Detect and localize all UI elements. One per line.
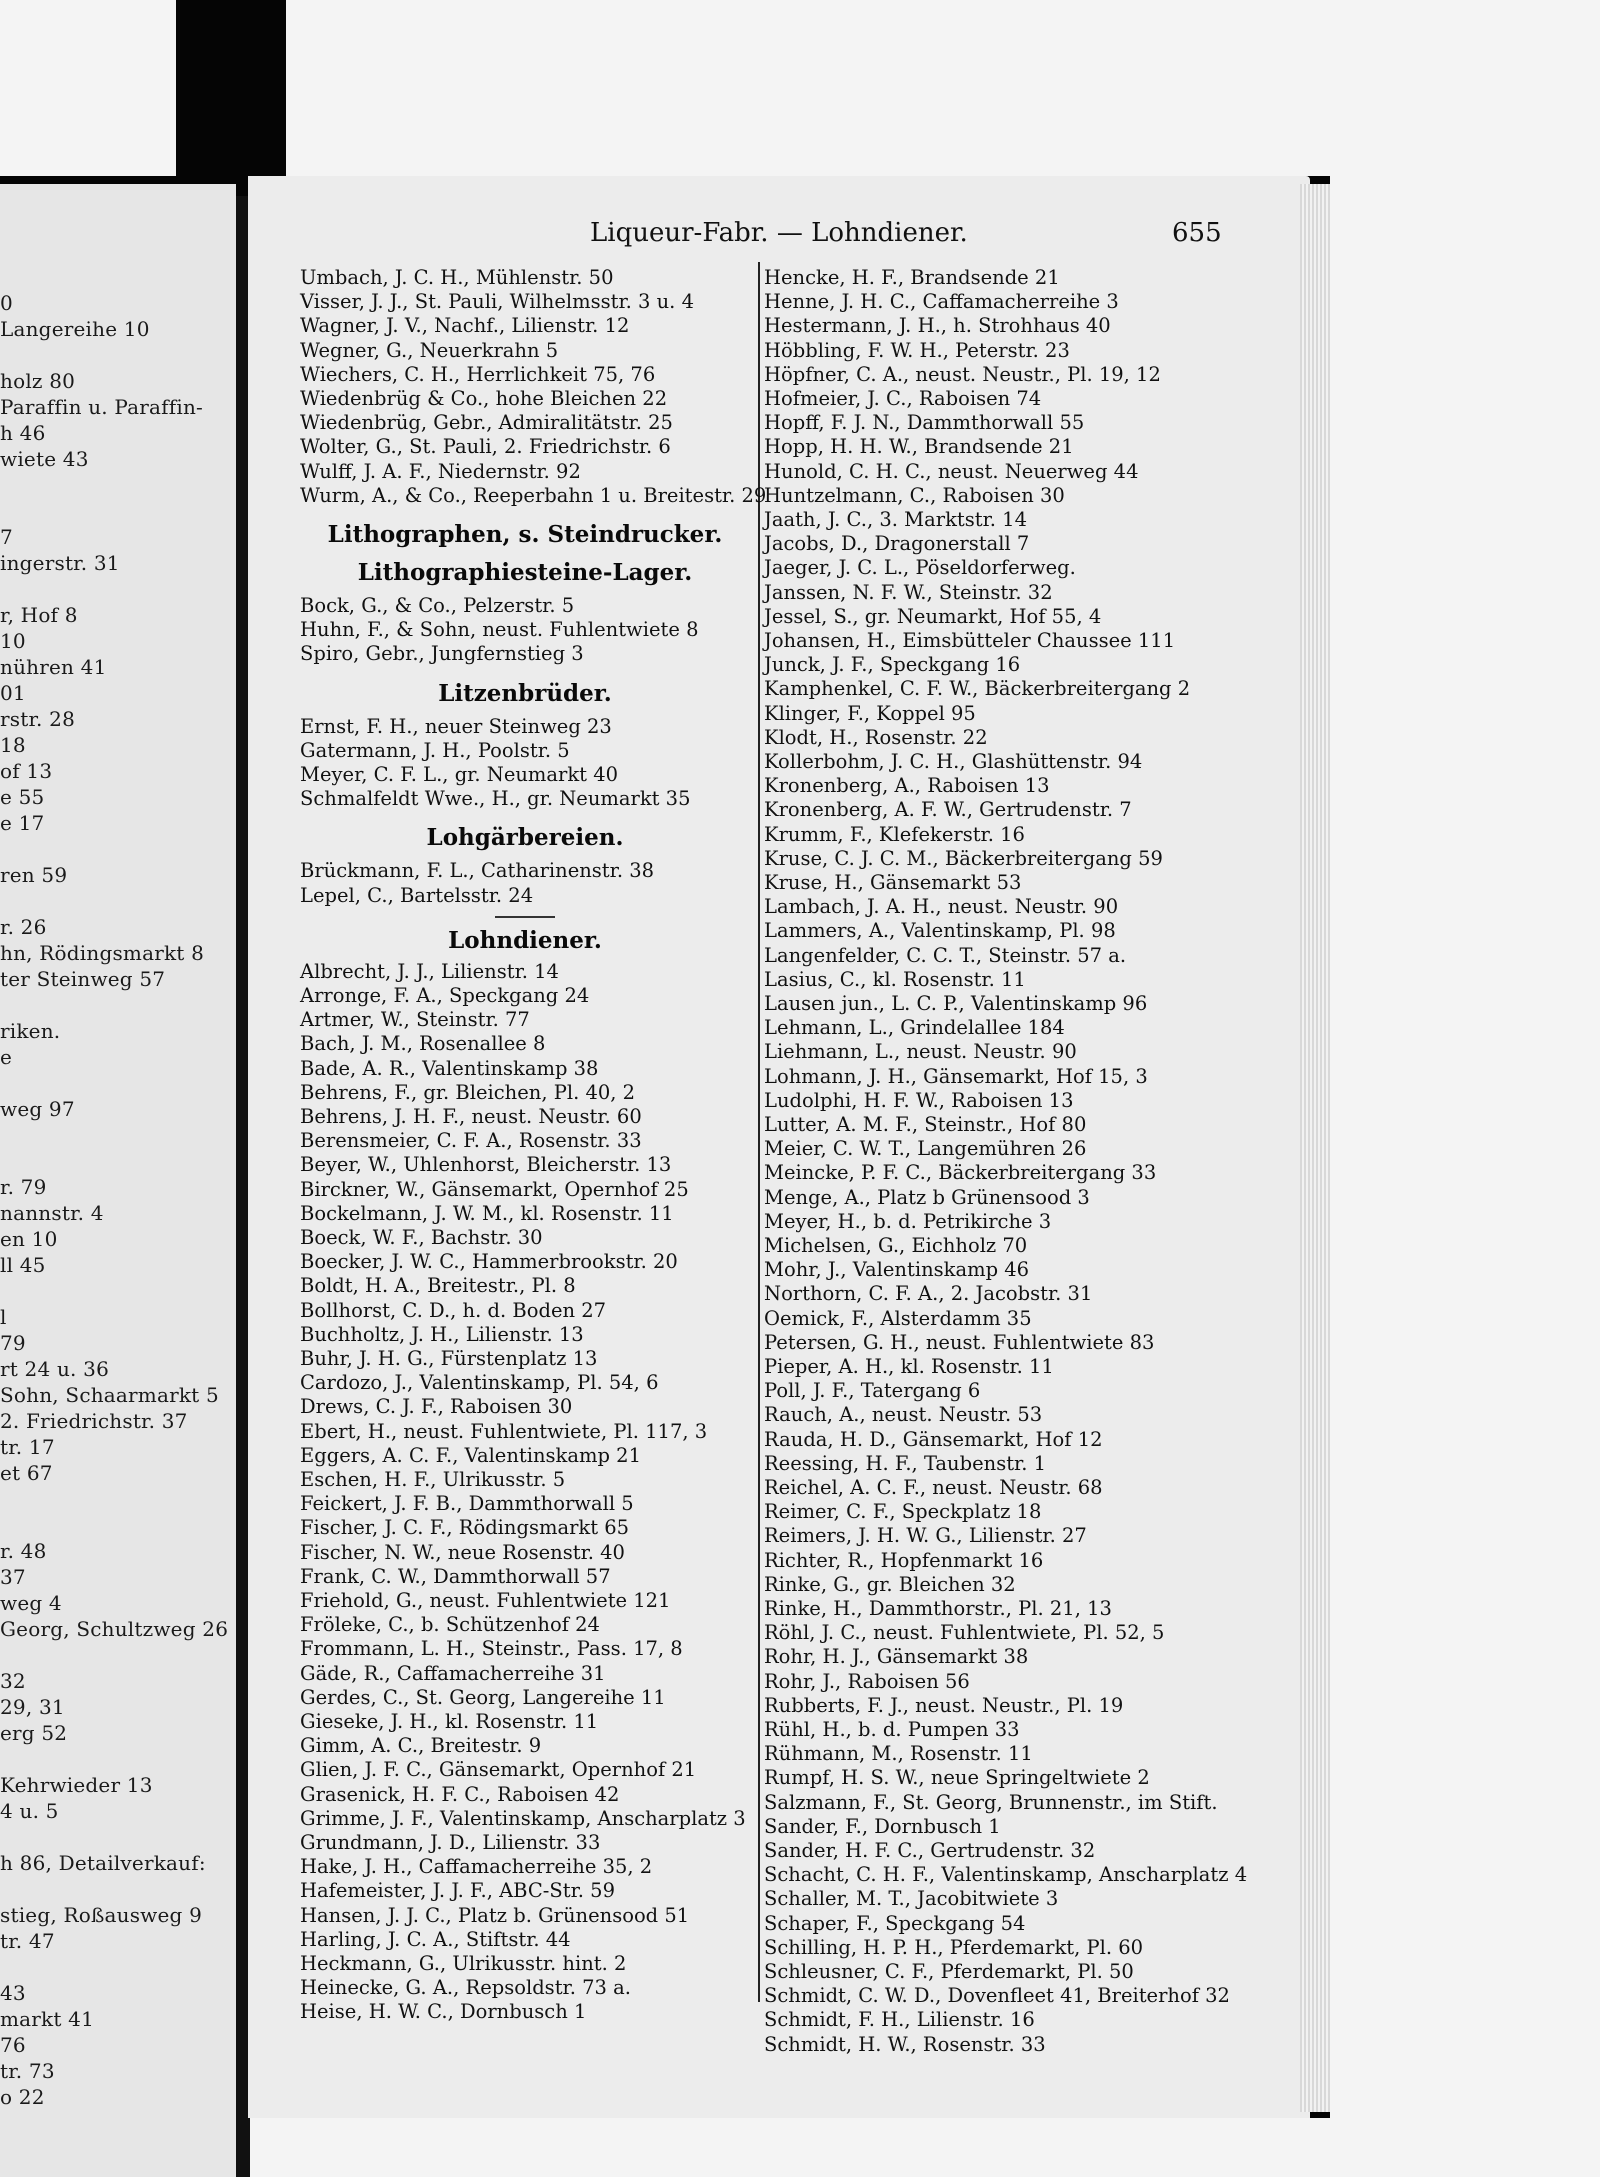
directory-entry: Schilling, H. P. H., Pferdemarkt, Pl. 60 [764,1935,1144,1959]
directory-entry: Reimer, C. F., Speckplatz 18 [764,1500,1042,1524]
directory-entry: Feickert, J. F. B., Dammthorwall 5 [300,1492,634,1516]
directory-entry: Bock, G., & Co., Pelzerstr. 5 [300,594,575,617]
left-page-line: 37 [0,1565,26,1589]
directory-entry: Schmidt, F. H., Lilienstr. 16 [764,2008,1035,2032]
directory-entry: Behrens, F., gr. Bleichen, Pl. 40, 2 [300,1080,636,1104]
left-page-line: Paraffin u. Paraffin- [0,395,204,419]
left-page-line: 10 [0,629,26,653]
left-page-line: en 10 [0,1227,58,1251]
left-page-line: ren 59 [0,863,68,887]
left-page-line: r. 48 [0,1539,47,1563]
directory-entry: Wagner, J. V., Nachf., Lilienstr. 12 [300,314,630,338]
directory-entry: Klodt, H., Rosenstr. 22 [764,725,988,749]
directory-entry: Fischer, N. W., neue Rosenstr. 40 [300,1540,625,1564]
directory-entry: Rubberts, F. J., neust. Neustr., Pl. 19 [764,1693,1124,1717]
directory-entry: Hopp, H. H. W., Brandsende 21 [764,435,1074,459]
left-page-line: 32 [0,1669,26,1693]
left-page-line: rt 24 u. 36 [0,1357,110,1381]
directory-entry: Krumm, F., Klefekerstr. 16 [764,822,1025,846]
left-page-line: weg 97 [0,1097,75,1121]
directory-entry: Meincke, P. F. C., Bäckerbreitergang 33 [764,1161,1157,1185]
directory-entry: Ernst, F. H., neuer Steinweg 23 [300,714,612,738]
directory-entry: Northorn, C. F. A., 2. Jacobstr. 31 [764,1282,1093,1306]
directory-entry: Kruse, C. J. C. M., Bäckerbreitergang 59 [764,846,1163,870]
directory-entry: Richter, R., Hopfenmarkt 16 [764,1548,1044,1572]
directory-entry: Jessel, S., gr. Neumarkt, Hof 55, 4 [764,604,1102,628]
directory-entry: Lambach, J. A. H., neust. Neustr. 90 [764,895,1119,919]
left-page-line: 29, 31 [0,1695,65,1719]
directory-entry: Bade, A. R., Valentinskamp 38 [300,1056,599,1080]
directory-entry: Harling, J. C. A., Stiftstr. 44 [300,1927,571,1951]
directory-entry: Gerdes, C., St. Georg, Langereihe 11 [300,1685,666,1709]
left-page-line: Sohn, Schaarmarkt 5 [0,1383,219,1407]
directory-entry: Rühl, H., b. d. Pumpen 33 [764,1718,1020,1741]
directory-entry: Friehold, G., neust. Fuhlentwiete 121 [300,1589,671,1612]
directory-entry: Fischer, J. C. F., Rödingsmarkt 65 [300,1516,630,1540]
left-page-line: e 55 [0,785,45,809]
directory-entry: Hafemeister, J. J. F., ABC-Str. 59 [300,1879,615,1903]
left-page-fragment [0,184,236,2177]
left-page-line: hn, Rödingsmarkt 8 [0,941,205,965]
directory-entry: Lohmann, J. H., Gänsemarkt, Hof 15, 3 [764,1064,1148,1088]
directory-entry: Jacobs, D., Dragonerstall 7 [764,532,1030,556]
directory-entry: Berensmeier, C. F. A., Rosenstr. 33 [300,1129,642,1153]
directory-entry: Kronenberg, A., Raboisen 13 [764,774,1050,798]
directory-entry: Hencke, H. F., Brandsende 21 [764,266,1060,289]
directory-entry: Bollhorst, C. D., h. d. Boden 27 [300,1298,607,1322]
directory-entry: Wulff, J. A. F., Niedernstr. 92 [300,459,581,483]
scan-white-margin-left [0,0,176,176]
left-page-line: 76 [0,2033,26,2057]
left-page-line: h 86, Detailverkauf: [0,1851,206,1875]
directory-entry: Buhr, J. H. G., Fürstenplatz 13 [300,1347,598,1370]
directory-entry: Hansen, J. J. C., Platz b. Grünensood 51 [300,1903,690,1927]
directory-entry: Meier, C. W. T., Langemühren 26 [764,1137,1087,1161]
directory-entry: Wiedenbrüg & Co., hohe Bleichen 22 [300,387,668,410]
directory-entry: Lasius, C., kl. Rosenstr. 11 [764,967,1026,991]
directory-entry: Ludolphi, H. F. W., Raboisen 13 [764,1088,1074,1112]
directory-entry: Behrens, J. H. F., neust. Neustr. 60 [300,1105,642,1128]
section-heading-lohgaerbereien: Lohgärbereien. [426,824,624,852]
directory-entry: Ebert, H., neust. Fuhlentwiete, Pl. 117, 3 [300,1419,708,1443]
directory-entry: Poll, J. F., Tatergang 6 [764,1379,981,1403]
directory-entry: Gimm, A. C., Breitestr. 9 [300,1734,542,1758]
directory-entry: Michelsen, G., Eichholz 70 [764,1234,1028,1257]
directory-entry: Schacht, C. H. F., Valentinskamp, Anscharplatz 4 [764,1863,1248,1887]
directory-entry: Kamphenkel, C. F. W., Bäckerbreitergang 2 [764,677,1191,701]
left-page-line: ingerstr. 31 [0,551,120,575]
left-page-line: ter Steinweg 57 [0,967,166,991]
left-page-line: h 46 [0,421,46,445]
directory-entry: Henne, J. H. C., Caffamacherreihe 3 [764,290,1119,314]
directory-entry: Lutter, A. M. F., Steinstr., Hof 80 [764,1113,1087,1136]
left-page-line: Georg, Schultzweg 26 [0,1617,229,1641]
directory-entry: Langenfelder, C. C. T., Steinstr. 57 a. [764,943,1127,967]
directory-entry: Schmidt, H. W., Rosenstr. 33 [764,2032,1046,2056]
directory-entry: Boeck, W. F., Bachstr. 30 [300,1226,543,1249]
directory-entry: Wolter, G., St. Pauli, 2. Friedrichstr. 6 [300,435,671,459]
directory-entry: Hake, J. H., Caffamacherreihe 35, 2 [300,1855,653,1879]
left-page-line: 4 u. 5 [0,1799,59,1823]
directory-entry: Menge, A., Platz b Grünensood 3 [764,1185,1090,1209]
left-page-line: tr. 47 [0,1929,55,1953]
directory-entry: Schaller, M. T., Jacobitwiete 3 [764,1887,1059,1911]
left-page-line: nühren 41 [0,655,107,679]
left-page-line: ll 45 [0,1253,46,1277]
running-head: Liqueur-Fabr. — Lohndiener. [590,218,968,248]
directory-entry: Hofmeier, J. C., Raboisen 74 [764,387,1042,410]
directory-entry: Reimers, J. H. W. G., Lilienstr. 27 [764,1524,1087,1548]
left-page-line: 79 [0,1331,26,1355]
directory-entry: Hunold, C. H. C., neust. Neuerweg 44 [764,459,1139,483]
directory-entry: Salzmann, F., St. Georg, Brunnenstr., im Stift. [764,1790,1218,1814]
left-page-line: 0 [0,291,13,315]
directory-entry: Boldt, H. A., Breitestr., Pl. 8 [300,1274,576,1298]
directory-entry: Wiechers, C. H., Herrlichkeit 75, 76 [300,362,656,386]
left-page-line: r, Hof 8 [0,603,78,627]
left-page-line: e [0,1045,13,1069]
scan-white-margin-right [1330,0,1600,2177]
directory-entry: Albrecht, J. J., Lilienstr. 14 [300,959,559,983]
directory-entry: Rinke, G., gr. Bleichen 32 [764,1572,1016,1596]
directory-entry: Cardozo, J., Valentinskamp, Pl. 54, 6 [300,1371,659,1395]
left-page-line: holz 80 [0,369,76,393]
directory-entry: Frommann, L. H., Steinstr., Pass. 17, 8 [300,1637,683,1661]
left-page-line: of 13 [0,759,53,783]
directory-entry: Schmidt, C. W. D., Dovenfleet 41, Breiterhof 32 [764,1984,1230,2008]
left-page-line: rstr. 28 [0,707,75,731]
section-divider-rule [495,916,555,918]
directory-entry: Kronenberg, A. F. W., Gertrudenstr. 7 [764,798,1132,822]
left-page-line: o 22 [0,2085,45,2109]
left-page-line: Langereihe 10 [0,317,150,341]
left-page-line: tr. 17 [0,1435,55,1459]
left-page-line: wiete 43 [0,447,89,471]
directory-entry: Rauda, H. D., Gänsemarkt, Hof 12 [764,1427,1103,1451]
left-page-line: markt 41 [0,2007,95,2031]
directory-entry: Mohr, J., Valentinskamp 46 [764,1258,1030,1282]
directory-entry: Eschen, H. F., Ulrikusstr. 5 [300,1468,566,1491]
directory-entry: Klinger, F., Koppel 95 [764,701,976,725]
directory-entry: Artmer, W., Steinstr. 77 [300,1008,530,1032]
directory-entry: Reichel, A. C. F., neust. Neustr. 68 [764,1476,1103,1499]
directory-entry: Hopff, F. J. N., Dammthorwall 55 [764,411,1085,435]
left-page-line: l [0,1305,7,1329]
directory-entry: Junck, J. F., Speckgang 16 [764,653,1021,677]
directory-entry: Gatermann, J. H., Poolstr. 5 [300,738,570,762]
page-edge-stack [1300,184,1330,2112]
section-heading-litzenbrueder: Litzenbrüder. [438,679,612,707]
left-page-line: nannstr. 4 [0,1201,104,1225]
directory-entry: Lepel, C., Bartelsstr. 24 [300,883,534,907]
directory-entry: Petersen, G. H., neust. Fuhlentwiete 83 [764,1330,1155,1354]
directory-entry: Buchholtz, J. H., Lilienstr. 13 [300,1322,584,1346]
directory-entry: Hestermann, J. H., h. Strohhaus 40 [764,314,1111,338]
left-page-line: 2. Friedrichstr. 37 [0,1409,188,1433]
directory-entry: Bockelmann, J. W. M., kl. Rosenstr. 11 [300,1201,674,1225]
directory-entry: Lehmann, L., Grindelallee 184 [764,1016,1065,1040]
directory-entry: Sander, H. F. C., Gertrudenstr. 32 [764,1839,1096,1862]
directory-entry: Jaeger, J. C. L., Pöseldorferweg. [764,556,1076,580]
directory-entry: Pieper, A. H., kl. Rosenstr. 11 [764,1355,1054,1378]
directory-entry: Eggers, A. C. F., Valentinskamp 21 [300,1443,641,1467]
directory-entry: Meyer, H., b. d. Petrikirche 3 [764,1209,1052,1233]
directory-entry: Rinke, H., Dammthorstr., Pl. 21, 13 [764,1597,1112,1620]
left-page-line: stieg, Roßausweg 9 [0,1903,203,1927]
directory-entry: Grasenick, H. F. C., Raboisen 42 [300,1782,620,1806]
directory-entry: Grundmann, J. D., Lilienstr. 33 [300,1831,601,1854]
left-page-line: erg 52 [0,1721,68,1745]
directory-entry: Röhl, J. C., neust. Fuhlentwiete, Pl. 52, 5 [764,1621,1165,1645]
directory-entry: Sander, F., Dornbusch 1 [764,1814,1001,1838]
directory-entry: Birckner, W., Gänsemarkt, Opernhof 25 [300,1177,689,1201]
directory-entry: Liehmann, L., neust. Neustr. 90 [764,1040,1077,1064]
directory-entry: Arronge, F. A., Speckgang 24 [300,984,590,1007]
directory-entry: Wurm, A., & Co., Reeperbahn 1 u. Breitestr. 29 [300,483,767,507]
directory-entry: Umbach, J. C. H., Mühlenstr. 50 [300,266,614,289]
directory-entry: Huntzelmann, C., Raboisen 30 [764,483,1065,507]
directory-entry: Rühmann, M., Rosenstr. 11 [764,1742,1033,1766]
left-page-line: Kehrwieder 13 [0,1773,153,1797]
left-page-line: r. 79 [0,1175,47,1199]
section-heading-lohndiener: Lohndiener. [448,926,602,954]
directory-entry: Glien, J. F. C., Gänsemarkt, Opernhof 21 [300,1758,697,1782]
directory-entry: Spiro, Gebr., Jungfernstieg 3 [300,642,584,666]
left-page-line: 01 [0,681,26,705]
directory-entry: Frank, C. W., Dammthorwall 57 [300,1564,611,1588]
directory-entry: Wegner, G., Neuerkrahn 5 [300,338,559,362]
directory-entry: Fröleke, C., b. Schützenhof 24 [300,1613,600,1637]
directory-entry: Grimme, J. F., Valentinskamp, Anscharplatz 3 [300,1806,746,1830]
directory-entry: Kollerbohm, J. C. H., Glashüttenstr. 94 [764,750,1143,773]
directory-entry: Johansen, H., Eimsbütteler Chaussee 111 [764,629,1176,652]
scan-white-margin-bottom [250,2118,1600,2177]
directory-entry: Reessing, H. F., Taubenstr. 1 [764,1451,1047,1475]
directory-entry: Meyer, C. F. L., gr. Neumarkt 40 [300,763,619,786]
directory-entry: Gäde, R., Caffamacherreihe 31 [300,1661,606,1685]
left-page-line: et 67 [0,1461,53,1485]
directory-entry: Drews, C. J. F., Raboisen 30 [300,1395,573,1419]
directory-entry: Jaath, J. C., 3. Marktstr. 14 [764,508,1027,531]
directory-entry: Huhn, F., & Sohn, neust. Fuhlentwiete 8 [300,618,699,642]
left-page-line: riken. [0,1019,61,1043]
section-heading-lithographiesteine: Lithographiesteine-Lager. [357,559,693,586]
left-page-line: e 17 [0,811,45,835]
directory-entry: Rauch, A., neust. Neustr. 53 [764,1403,1043,1427]
directory-entry: Schaper, F., Speckgang 54 [764,1911,1026,1935]
directory-entry: Schleusner, C. F., Pferdemarkt, Pl. 50 [764,1960,1134,1983]
left-page-line: r. 26 [0,915,47,939]
left-page-line: 18 [0,733,26,757]
directory-entry: Brückmann, F. L., Catharinenstr. 38 [300,859,655,883]
directory-entry: Kruse, H., Gänsemarkt 53 [764,871,1022,894]
directory-entry: Gieseke, J. H., kl. Rosenstr. 11 [300,1710,599,1733]
left-page-line: tr. 73 [0,2059,55,2083]
section-heading-lithographen: Lithographen, s. Steindrucker. [327,521,723,548]
directory-entry: Rohr, J., Raboisen 56 [764,1669,970,1693]
directory-entry: Rumpf, H. S. W., neue Springeltwiete 2 [764,1766,1150,1790]
left-page-line: weg 4 [0,1591,62,1615]
directory-entry: Heckmann, G., Ulrikusstr. hint. 2 [300,1952,627,1975]
directory-entry: Visser, J. J., St. Pauli, Wilhelmsstr. 3 u. 4 [300,290,694,314]
directory-entry: Höbbling, F. W. H., Peterstr. 23 [764,338,1070,362]
directory-entry: Janssen, N. F. W., Steinstr. 32 [764,580,1053,604]
directory-entry: Heinecke, G. A., Repsoldstr. 73 a. [300,1976,631,2000]
directory-entry: Lammers, A., Valentinskamp, Pl. 98 [764,919,1116,943]
directory-entry: Wiedenbrüg, Gebr., Admiralitätstr. 25 [300,411,673,435]
directory-entry: Beyer, W., Uhlenhorst, Bleicherstr. 13 [300,1153,672,1177]
directory-entry: Lausen jun., L. C. P., Valentinskamp 96 [764,992,1148,1015]
directory-entry: Heise, H. W. C., Dornbusch 1 [300,2000,587,2024]
directory-entry: Boecker, J. W. C., Hammerbrookstr. 20 [300,1250,678,1274]
left-page-line: 7 [0,525,13,549]
directory-entry: Höpfner, C. A., neust. Neustr., Pl. 19, 12 [764,362,1161,386]
directory-entry: Schmalfeldt Wwe., H., gr. Neumarkt 35 [300,787,691,811]
left-page-line: 43 [0,1981,26,2005]
column-divider [758,262,760,2002]
directory-entry: Rohr, H. J., Gänsemarkt 38 [764,1645,1029,1669]
directory-entry: Oemick, F., Alsterdamm 35 [764,1306,1032,1330]
page-number: 655 [1172,218,1222,248]
directory-entry: Bach, J. M., Rosenallee 8 [300,1032,546,1056]
